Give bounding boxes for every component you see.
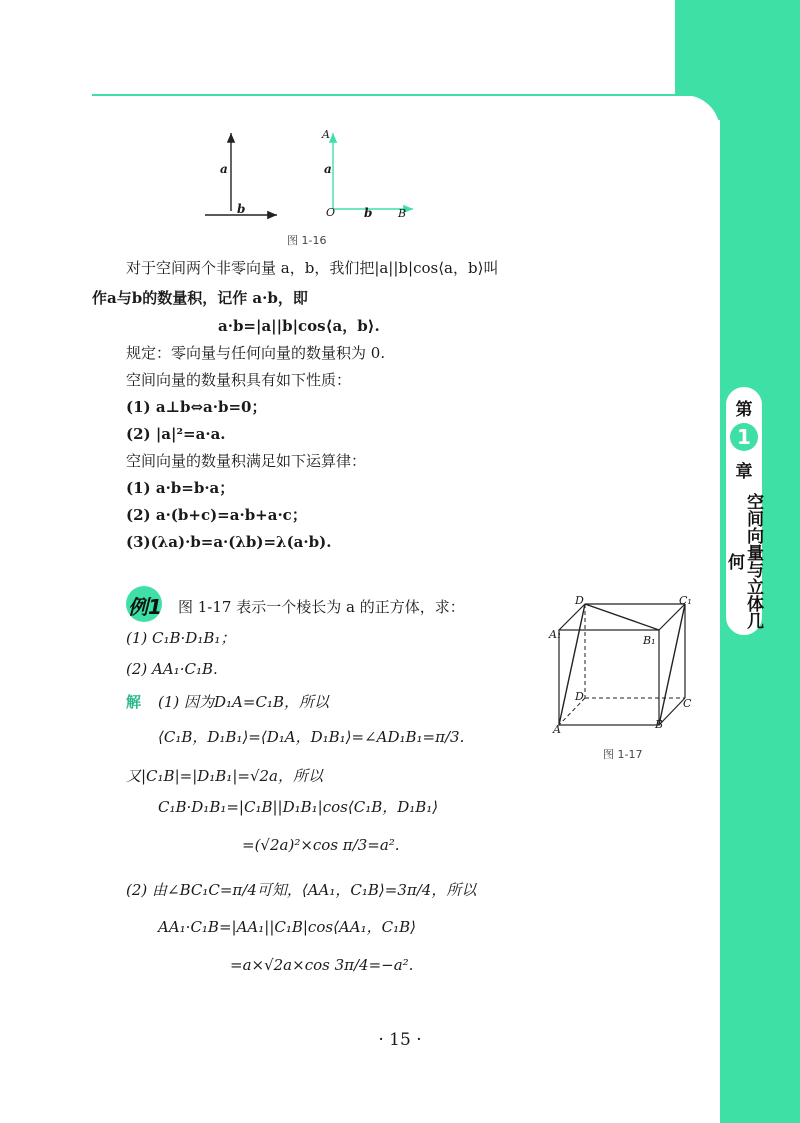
page-rounded-corner — [640, 95, 720, 215]
figure-1-16 — [195, 125, 425, 225]
cube-label-C: C — [683, 697, 692, 710]
cube-label-B1: B₁ — [643, 634, 656, 647]
header-rule — [92, 94, 692, 96]
solution-step-3: 又|C₁B|=|D₁B₁|=√2a，所以 — [126, 767, 323, 785]
cube-label-B: B — [655, 718, 664, 731]
fig116-right-a: a — [324, 162, 332, 176]
solution-step-2: ⟨C₁B，D₁B₁⟩=⟨D₁A，D₁B₁⟩=∠AD₁B₁=π/3. — [158, 728, 465, 746]
laws-title: 空间向量的数量积满足如下运算律： — [126, 452, 367, 470]
chapter-title: 空间向量与立体几何 — [724, 493, 763, 629]
example-badge: 例1 — [128, 595, 162, 619]
page-number: · 15 · — [378, 1030, 422, 1050]
cube-label-D1: D — [575, 594, 584, 607]
law-1: (1) a·b=b·a； — [126, 479, 235, 497]
definition-formula: a·b=|a||b|cos⟨a，b⟩. — [218, 317, 380, 335]
cube-label-A: A — [553, 723, 561, 736]
cube-label-D: D — [575, 690, 584, 703]
fig116-caption: 图 1-16 — [287, 234, 327, 247]
law-3: (3)(λa)·b=a·(λb)=λ(a·b). — [126, 533, 332, 551]
solution-step-7: AA₁·C₁B=|AA₁||C₁B|cos⟨AA₁，C₁B⟩ — [158, 918, 416, 936]
law-2: (2) a·(b+c)=a·b+a·c； — [126, 506, 307, 524]
fig116-label-a: a — [220, 162, 228, 176]
example-stem: 图 1-17 表示一个棱长为 a 的正方体，求： — [178, 598, 465, 616]
chapter-di: 第 — [735, 400, 753, 420]
cube-label-C1: C₁ — [679, 594, 692, 607]
definition-line-1: 对于空间两个非零向量 a，b，我们把|a||b|cos⟨a，b⟩叫 — [126, 259, 499, 277]
solution-step-6: (2) 由∠BC₁C=π/4可知，⟨AA₁，C₁B⟩=3π/4，所以 — [126, 881, 477, 899]
solution-step-4: C₁B·D₁B₁=|C₁B||D₁B₁|cos⟨C₁B，D₁B₁⟩ — [158, 798, 439, 816]
fig117-caption: 图 1-17 — [603, 748, 643, 761]
solution-step-5: =(√2a)²×cos π/3=a². — [242, 836, 400, 854]
fig116-point-O: O — [326, 206, 336, 219]
definition-line-2: 作a与b的数量积，记作 a·b，即 — [92, 289, 308, 307]
fig116-right-b: b — [364, 206, 373, 220]
fig116-point-B: B — [398, 207, 407, 220]
figure-1-17-cube — [545, 592, 695, 742]
properties-title: 空间向量的数量积具有如下性质： — [126, 371, 352, 389]
property-2: (2) |a|²=a·a. — [126, 425, 226, 443]
property-1: (1) a⊥b⇔a·b=0； — [126, 398, 267, 416]
cube-label-A1: A₁ — [549, 628, 562, 641]
fig116-point-A: A — [322, 128, 330, 141]
question-1: (1) C₁B·D₁B₁； — [126, 629, 236, 647]
question-2: (2) AA₁·C₁B. — [126, 660, 218, 678]
chapter-zhang: 章 — [735, 462, 753, 482]
fig116-label-b: b — [237, 202, 246, 216]
solution-step-1: (1) 因为D₁A=C₁B，所以 — [158, 693, 329, 711]
solution-label: 解 — [126, 693, 142, 711]
chapter-number-badge: 1 — [730, 423, 758, 451]
solution-step-8: =a×√2a×cos 3π/4=−a². — [230, 956, 414, 974]
zero-rule: 规定：零向量与任何向量的数量积为 0. — [126, 344, 386, 362]
chapter-tab — [724, 385, 764, 637]
